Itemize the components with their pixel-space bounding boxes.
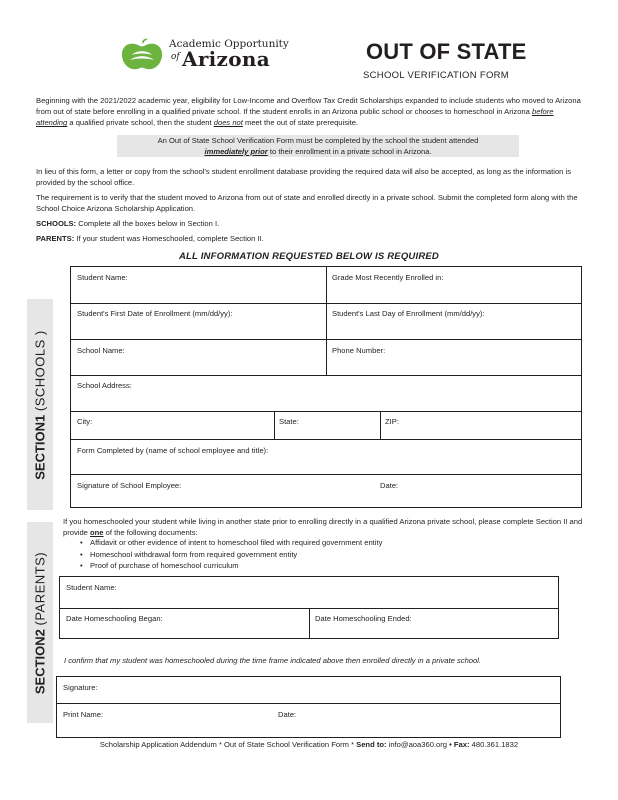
completed-by-field[interactable]: Form Completed by (name of school employee and title):	[77, 446, 269, 455]
print-name-field[interactable]: Print Name:	[63, 710, 104, 719]
section1-tab-label: SECTION1 (SCHOOLS )	[32, 329, 48, 480]
intro-emphasis-does-not: does not	[213, 118, 243, 128]
section1-date-field[interactable]: Date:	[380, 481, 399, 490]
homeschool-began-field[interactable]: Date Homeschooling Began:	[66, 614, 163, 623]
page-subtitle: SCHOOL VERIFICATION FORM	[363, 70, 510, 81]
student-name-field[interactable]: Student Name:	[77, 273, 128, 282]
schools-label: SCHOOLS:	[36, 219, 77, 228]
parents-label: PARENTS:	[36, 234, 75, 243]
school-name-field[interactable]: School Name:	[77, 346, 125, 355]
notice-line1: An Out of State School Verification Form must be completed by the school the student attended	[157, 136, 479, 145]
footer-email[interactable]: info@aoa360.org	[386, 740, 448, 749]
section1-tab	[27, 299, 53, 510]
intro-text-a: Beginning with the 2021/2022 academic year, eligibility for Low-Income and Overflow Tax Credit Scholarships expanded to include students who moved to Arizona from out of state before enrolling in a qualified private school. If the student enrolls in an Arizona public school or chooses to homeschool in Arizona	[36, 96, 581, 117]
homeschool-student-name-field[interactable]: Student Name:	[66, 583, 117, 592]
list-item: • Homeschool withdrawal form from required government entity	[80, 549, 382, 561]
parent-signature-field[interactable]: Signature:	[63, 683, 98, 692]
school-employee-signature-field[interactable]: Signature of School Employee:	[77, 481, 182, 490]
requirement-paragraph: The requirement is to verify that the student moved to Arizona from out of state and enrolled directly in a private school. Submit the completed form along with the School Choice Arizona Scholarship Application.	[36, 193, 578, 214]
parent-signature-block	[56, 676, 561, 738]
list-item: • Affidavit or other evidence of intent to homeschool filed with required government entity	[80, 537, 382, 549]
confirmation-statement: I confirm that my student was homeschooled during the time frame indicated above then enrolled directly in a private school.	[64, 656, 482, 665]
page-title: OUT OF STATE	[366, 39, 527, 64]
intro-paragraph	[36, 95, 584, 129]
intro-text-b: a qualified private school, then the student	[67, 118, 214, 128]
logo-text-line2: Arizona	[182, 47, 270, 71]
apple-logo-icon	[120, 38, 164, 72]
parents-text: If your student was Homeschooled, complete Section II.	[74, 234, 264, 243]
footer-fax: 480.361.1832	[469, 740, 519, 749]
section2-intro	[63, 516, 585, 538]
section2-tab	[27, 522, 53, 723]
parents-instruction	[36, 233, 584, 244]
notice-line2: to their enrollment in a private school in Arizona.	[267, 147, 432, 156]
footer-fax-label: Fax:	[453, 740, 470, 749]
list-item: • Proof of purchase of homeschool curriculum	[80, 560, 382, 572]
section2-intro-b: of the following documents:	[103, 528, 198, 538]
aoa-logo	[120, 36, 289, 72]
page-footer	[0, 740, 618, 749]
schools-instruction	[36, 218, 584, 229]
notice-emphasis: immediately prior	[204, 147, 268, 156]
section1-table	[70, 266, 582, 508]
footer-text: Scholarship Application Addendum * Out of State School Verification Form *	[99, 740, 357, 749]
last-enrollment-date-field[interactable]: Student's Last Day of Enrollment (mm/dd/yy):	[332, 309, 485, 318]
lieu-paragraph: In lieu of this form, a letter or copy from the school's student enrollment database providing the required data will also be accepted, as long as the information is provided by the school office.	[36, 167, 571, 188]
section2-intro-one: one	[90, 528, 104, 538]
logo-text-of: of	[171, 52, 180, 62]
city-field[interactable]: City:	[77, 417, 93, 426]
footer-separator: •	[447, 740, 454, 749]
section2-tab-label: SECTION2 (PARENTS)	[32, 551, 48, 694]
zip-field[interactable]: ZIP:	[385, 417, 399, 426]
school-address-field[interactable]: School Address:	[77, 381, 132, 390]
document-list	[80, 537, 382, 572]
logo-text-line1: Academic Opportunity	[169, 38, 289, 50]
intro-emphasis-before: before attending	[36, 107, 554, 128]
verification-notice	[117, 135, 519, 157]
homeschool-ended-field[interactable]: Date Homeschooling Ended:	[315, 614, 412, 623]
intro-text-c: meet the out of state prerequisite.	[242, 118, 359, 128]
required-heading: ALL INFORMATION REQUESTED BELOW IS REQUIRED	[178, 251, 439, 262]
phone-number-field[interactable]: Phone Number:	[332, 346, 386, 355]
section2-date-field[interactable]: Date:	[278, 710, 297, 719]
footer-send-label: Send to:	[356, 740, 387, 749]
section2-intro-a: If you homeschooled your student while living in another state prior to enrolling directly in a qualified Arizona private school, please complete Section II and provide	[63, 517, 583, 538]
section2-table	[59, 576, 559, 639]
schools-text: Complete all the boxes below in Section I.	[76, 219, 220, 228]
first-enrollment-date-field[interactable]: Student's First Date of Enrollment (mm/dd/yy):	[77, 309, 233, 318]
grade-field[interactable]: Grade Most Recently Enrolled in:	[332, 273, 444, 282]
state-field[interactable]: State:	[279, 417, 299, 426]
